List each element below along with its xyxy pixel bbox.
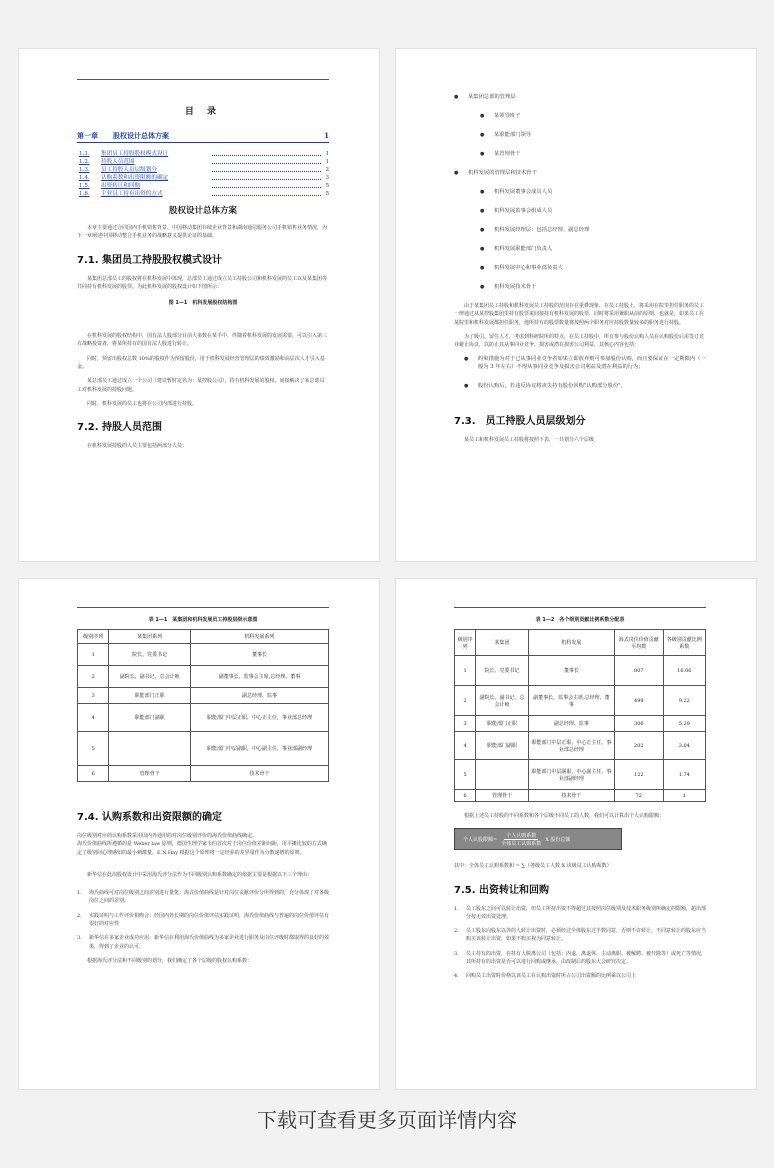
document-page-1	[18, 48, 380, 562]
section-heading-7-3: 7.3. 员工持股人员层级划分	[454, 416, 586, 428]
toc-item-page: 5	[325, 183, 329, 189]
formula-denominator: 全体员工认购系数	[501, 840, 542, 847]
list-item: ● 机科发展经理层：包括总经理、副总经理	[480, 226, 706, 234]
table-row	[455, 656, 706, 686]
table-cell: 2	[455, 686, 476, 716]
toc-list	[77, 150, 329, 198]
toc-item-link[interactable]	[77, 158, 329, 166]
list-number: 1.	[77, 890, 82, 897]
table-row	[78, 688, 329, 704]
table-cell: 16.06	[663, 656, 705, 686]
toc-item-num: 1.6.	[79, 191, 90, 197]
table-row	[455, 686, 706, 716]
intro-paragraph: 本章主要通过合同国内手机销售背景、中国移动集团存续企业背景和湖南通信服务公司手机销售业务情况，为下一章阐述中国移动整合手机业务的战略意义提供论证的基础。	[77, 225, 328, 240]
toc-item-page: 2	[325, 167, 329, 173]
table-cell: 5.29	[663, 716, 705, 732]
table-header-cell: 某集团	[476, 630, 529, 656]
list-number: 4.	[454, 973, 459, 980]
toc-leader-dots	[212, 190, 321, 196]
table-cell: 董事长	[528, 656, 614, 686]
transfer-rules-list	[454, 905, 706, 981]
list-item	[77, 934, 329, 951]
paragraph: 岗位级别对应的认购系数采用国内外通用的对岗位级别评价的海氏价值曲线确定。	[77, 833, 258, 839]
list-item: ● 某管理骨干	[480, 150, 706, 158]
header-rule	[454, 607, 706, 608]
table-cell: 1	[455, 656, 476, 686]
toc-item-num: 1.4.	[79, 175, 90, 181]
paragraph: 某总部员工通过成立一个公司（建议暂时定名为：某控股公司），持有机科发展的股权，间接解决了某总部员工对机科发展的持股问题。	[77, 378, 325, 393]
toc-leader-dots	[212, 174, 321, 180]
toc-item-link[interactable]	[77, 190, 329, 198]
toc-item-title: 持股人员范围	[101, 159, 135, 165]
table-cell: 管理骨干	[476, 790, 529, 802]
table-cell: 1	[78, 644, 109, 666]
toc-item-page: 3	[325, 175, 329, 181]
toc-chapter-link[interactable]	[77, 131, 329, 143]
table-caption: 表 1—2 各个级别贡献比例系数分配表	[535, 617, 625, 623]
section-heading-7-1: 7.1. 集团员工持股股权模式设计	[77, 254, 222, 266]
paragraph: 海氏价值曲线所遵循的是 Weber law 原则，德国生理学家韦伯首次对于岗位价值差距间距，用平摊比较的方式确定了级别间心理感知的最小刺激量。E.N.Hay 根据这个原理将一定经验的差异量作为分数递增的原则。	[77, 841, 327, 856]
paragraph: 某集团总部员工的股权将在机科发展中体现，总部员工通过成立员工持股公司和机科发展的员工以及某集团等共同持有机科发展的股票。为此机科发展的股权设计如下图所示：	[77, 275, 328, 290]
list-text: 海氏曲线可对岗位级别之间差别进行量化：海式价值曲线是针对岗位贡献评价分所得到的，充分体现了对各级岗位之间的差别。	[89, 890, 330, 905]
table-cell: 技术骨干	[190, 766, 328, 782]
toc-chapter-num: 第一章	[77, 131, 98, 140]
list-item	[454, 905, 706, 922]
toc-item-title: 集团员工持股股权模式设计	[101, 151, 169, 157]
table-cell: 3.04	[663, 732, 705, 760]
toc-title: 目 录	[184, 107, 222, 117]
table-cell: 6	[78, 766, 109, 782]
toc-item-num: 1.3.	[79, 167, 90, 173]
table-cell: 职能部门副职	[476, 732, 529, 760]
table-header-row	[78, 630, 329, 644]
table-cell: 职能部门中层正职，中心正主任、事业部总经理	[528, 732, 614, 760]
section-heading-7-2: 7.2. 持股人员范围	[77, 422, 162, 434]
table-row	[78, 704, 329, 732]
table-caption: 表 1—1 某集团和机科发展员工持股层级示意图	[148, 617, 258, 623]
paragraph: 由于某集团员工持股和机科发展员工持股的范围存在重叠现象，在员工持股上，将采用在院里担任职务的员工一律通过从某控股集团里持有股票来间接持有机科发展的股票，同时将采用兼职从前的原则，也就是，如果员工在某院里和机科发展都担任职务，他所持有的股票数量将按照两个职务对应持股数量较多的职务进行持股。	[454, 303, 705, 326]
formula-fraction	[501, 832, 541, 847]
level-table	[77, 629, 329, 782]
coefficient-table	[454, 629, 706, 802]
list-item: ● 某职能部门领导	[480, 131, 706, 139]
table-cell: 管理骨干	[109, 766, 191, 782]
table-cell: 9.22	[663, 686, 705, 716]
toc-item-link[interactable]	[77, 166, 329, 174]
toc-item-num: 1.5.	[79, 183, 90, 189]
table-cell: 副院长、副书记、总会计师	[109, 666, 191, 688]
table-cell: 职能部门正职	[476, 716, 529, 732]
table-header-cell: 机科发展系列	[190, 630, 328, 644]
noncompete-bullet-list	[464, 355, 706, 390]
table-header-cell: 海式岗位价值贡献平均数	[614, 630, 663, 656]
paragraph: 在机科发展的股权结构中，国有法人股部分目前大多数在某手中，伴随着机科发展的发展需要，可以引入第三方战略投资者，将某所持有的国有法人股进行转让。	[77, 333, 328, 348]
list-text: 回购员工出资时价格以该员工在认购出资时所占公司出资额的比例乘以公司上	[466, 973, 637, 980]
table-cell: 4	[455, 732, 476, 760]
table-cell: 职能部门正职	[109, 688, 191, 704]
header-rule	[77, 607, 329, 608]
toc-item-page: 5	[325, 191, 329, 197]
toc-item-page: 1	[325, 151, 329, 157]
list-item	[454, 950, 706, 967]
toc-leader-dots	[212, 150, 321, 156]
formula-left: 个人认股限额=	[463, 836, 498, 843]
table-cell: 6	[455, 790, 476, 802]
table-row	[78, 732, 329, 766]
section-heading-7-4: 7.4. 认购系数和出资限额的确定	[77, 812, 222, 823]
document-page-4	[395, 578, 757, 1090]
table-row	[455, 716, 706, 732]
table-header-cell: 级别序列	[78, 630, 109, 644]
toc-item-page: 1	[325, 159, 329, 165]
table-cell: 副院长、副书记、总会计师	[476, 686, 529, 716]
list-text: 员工股东向股东以外的人转让出资时，必须经过全体股东过半数同意，否则不许转让。不同意转让的股东应当购买该转让出资，如果不购买视为同意转让。	[466, 928, 707, 943]
list-text: 实践证明与工作评价相吻合：经国内外长期的岗位价值评估实践证明，海氏价值曲线与普遍的岗位价值评估有很好的对应性	[89, 912, 330, 928]
header-rule	[77, 79, 329, 80]
document-title: 股权设计总体方案	[168, 206, 237, 216]
toc-item-title: 员工持股人员层级划分	[101, 167, 157, 173]
quota-formula	[454, 828, 622, 850]
toc-item-num: 1.1.	[79, 151, 90, 157]
paragraph: 根据海氏评分法和不同级别的划分，我们确定了各个层级的股权认购系数：	[87, 957, 253, 964]
list-item	[77, 912, 329, 929]
table-cell: 5	[78, 732, 109, 766]
toc-item-num: 1.2.	[79, 159, 90, 165]
toc-item-title: 出资转让和回购	[101, 183, 141, 189]
table-cell: 副总经理、监事	[528, 716, 614, 732]
table-cell: 职能部门中层副职，中心副主任，事业部副经理	[190, 732, 328, 766]
table-cell	[476, 760, 529, 790]
list-item: ● 机科发展监事会组成人员	[480, 207, 706, 215]
table-cell: 2	[78, 666, 109, 688]
list-item: ● 机科发展的管理层和技术骨干	[454, 169, 706, 177]
table-cell	[109, 732, 191, 766]
toc-leader-dots	[212, 166, 321, 172]
table-cell: 3	[78, 688, 109, 704]
table-cell: 122	[614, 760, 663, 790]
table-cell: 1	[663, 790, 705, 802]
table-row	[78, 666, 329, 688]
paragraph: 新华信在此次股权设计中采用海氏评分法作为不同级别认购系数确定的依据主要是根据以下三个理由：	[87, 871, 313, 878]
list-item: ● 某领导班子	[480, 112, 706, 120]
table-cell: 职能部门副职	[109, 704, 191, 732]
table-header-row	[455, 630, 706, 656]
list-text: 员工持有的出资，在持有人脱离公司（包括：内退、离退休、主动离职、被解聘、被开除等）或死亡等情况，其所持有的出资是否可以进行回购或继承，由改制后的股东大会研究决定。	[466, 950, 707, 966]
table-row	[455, 732, 706, 760]
list-item: ● 机科发展董事会成员人员	[480, 188, 706, 196]
list-item: ● 股份认购后，若违反协议将丧失持有股份回购"认购部分股份"。	[464, 382, 706, 390]
list-item	[454, 972, 706, 980]
table-row	[455, 760, 706, 790]
table-cell: 807	[614, 656, 663, 686]
paragraph: 同时，机科发展的员工也将在公司内部进行持股。	[87, 400, 198, 407]
table-cell: 职能部门中层正职，中心正主任，事业部总经理	[190, 704, 328, 732]
paragraph: 同时，预留出股权总数 10%的股权作为预留股份，用于机科发展经营管理层的绩效激励和高层次人才引入基金。	[77, 355, 325, 371]
table-cell: 5	[455, 760, 476, 790]
toc-leader-dots	[212, 182, 321, 188]
list-number: 2.	[454, 928, 459, 935]
table-header-cell: 机科发展	[528, 630, 614, 656]
toc-chapter-title: 股权设计总体方案	[113, 131, 169, 140]
toc-chapter-page: 1	[324, 131, 329, 140]
formula-right: X 股份总额	[545, 836, 571, 843]
list-item: ● 机科发展职能部门负责人	[480, 245, 706, 253]
download-prompt: 下载可查看更多页面详情内容	[257, 1108, 517, 1132]
paragraph: 某员工和机科发展员工持股将按照下表，一共划分六个层级	[464, 437, 595, 444]
table-cell: 院长、党委书记	[109, 644, 191, 666]
paragraph: 其中：全体员工认购系数和 = ∑（各级员工人数 X 该级员工认购系数）	[454, 863, 612, 870]
table-cell: 72	[614, 790, 663, 802]
list-number: 1.	[454, 905, 459, 912]
table-header-cell: 各级别贡献比例系数	[663, 630, 705, 656]
list-item	[454, 927, 706, 944]
table-cell: 4	[78, 704, 109, 732]
paragraph: 根据上述员工持股的不同系数和各个层级不同员工的人数，我们可以计算出个人认购限额：	[464, 813, 665, 819]
list-item: ● 某集团总部的管理层	[454, 93, 706, 101]
toc-leader-dots	[212, 158, 321, 164]
table-row	[78, 766, 329, 782]
table-row	[455, 790, 706, 802]
document-page-2	[395, 48, 757, 562]
paragraph: 在机科发展持股的人员主要包括两部分人员：	[87, 443, 188, 450]
formula-numerator: 个人认购系数	[506, 832, 537, 839]
table-cell: 副董事长、监事会主席,总经理、董事	[528, 686, 614, 716]
list-item	[77, 889, 329, 906]
table-cell: 202	[614, 732, 663, 760]
figure-caption: 图 1—1 机科发展股权结构图	[168, 300, 238, 307]
toc-item-link[interactable]	[77, 174, 329, 182]
table-header-cell: 级别序列	[455, 630, 476, 656]
table-header-cell: 某集团系列	[109, 630, 191, 644]
table-cell: 董事长	[190, 644, 328, 666]
table-cell: 499	[614, 686, 663, 716]
list-number: 2.	[77, 912, 82, 919]
list-number: 3.	[77, 935, 82, 942]
list-number: 3.	[454, 950, 459, 957]
toc-item-link[interactable]	[77, 150, 329, 158]
table-row	[78, 644, 329, 666]
toc-item-title: 认购系数和出资限额的确定	[101, 175, 169, 181]
paragraph: 为了吸引、留住人才，考虑到科研院所的特点，在员工持股中，所有参与股份认购人员在认购股份后需签订竞业避止协议，以防止其从事同业竞争，损害或潜在损害公司利益，其核心内容包括：	[454, 333, 705, 349]
section-heading-7-5: 7.5. 出资转让和回购	[454, 884, 549, 896]
toc-item-title: 主业员工持有出资的方式	[101, 191, 163, 197]
list-item: ● 机科发展技术骨干	[480, 283, 706, 291]
table-cell: 3	[455, 716, 476, 732]
table-cell: 1.74	[663, 760, 705, 790]
table-cell: 306	[614, 716, 663, 732]
list-item: ● 机科发展中心和事业部负责人	[480, 264, 706, 272]
personnel-bullet-list	[454, 93, 706, 291]
list-text: 员工股东之间可以转让出资，但员工所持出资不得超过其按照岗位级别及技术职务级别所确定的限额，超出部分按无效出资处理。	[466, 905, 707, 920]
table-cell: 副董事长、监事会主席,总经理、董事	[190, 666, 328, 688]
document-page-3	[18, 578, 380, 1090]
table-cell: 技术骨干	[528, 790, 614, 802]
list-text: 新华信在多家企业成功应用：新华信在利用海氏价值曲线为多家企业进行职务及岗位评级时都取得的良好的效果，得到了企业的认可。	[89, 935, 330, 950]
table-cell: 职能部门中层副职，中心副主任、事业部副经理	[528, 760, 614, 790]
table-cell: 副总经理、监事	[190, 688, 328, 704]
table-cell: 院长、党委书记	[476, 656, 529, 686]
list-item: ● 约束措施为对于已从事同业竞争者如果立即放弃则可参加股份认购，而且要保证在一定期限内（一般为 3 年左右）不得从事同业竞争及损害公司利益及潜在利益的行为；	[464, 355, 706, 371]
toc-item-link[interactable]	[77, 182, 329, 190]
reasons-list	[77, 889, 329, 951]
